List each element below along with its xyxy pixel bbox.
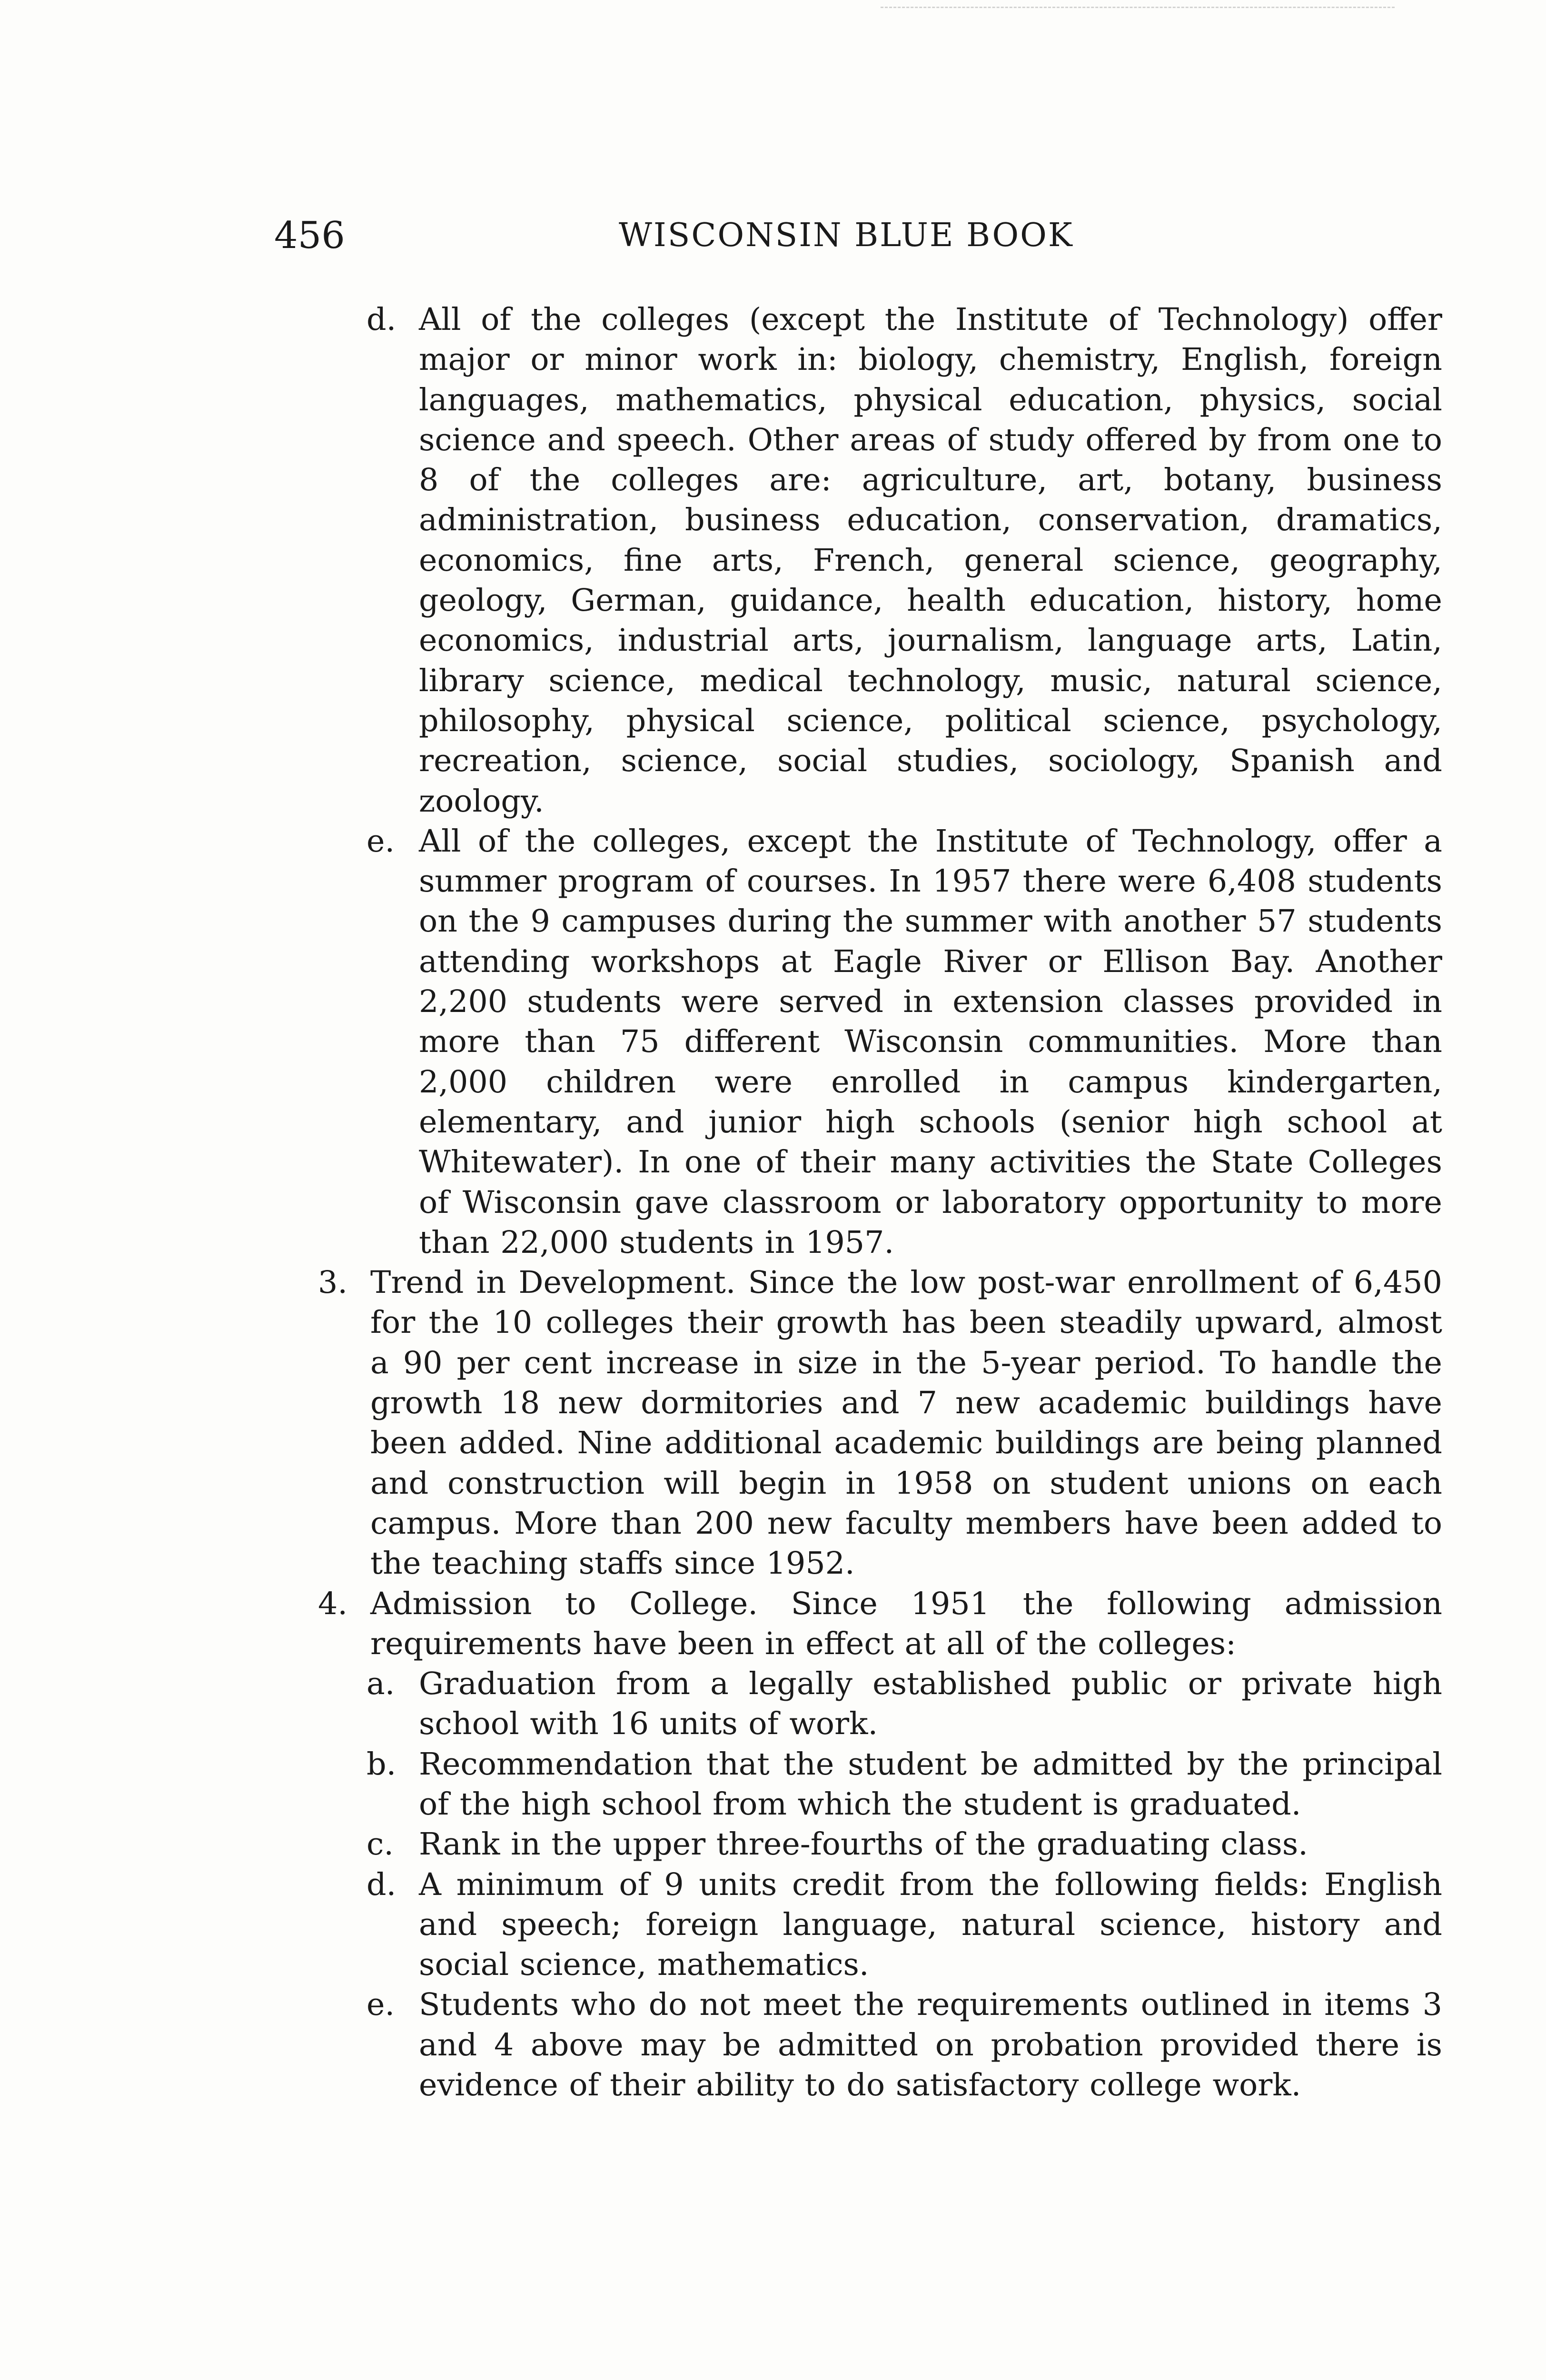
list-item-text: Students who do not meet the requirements outlined in items 3 and 4 above may be admitted on probation provided there is evidence of their ability to do satisfactory college work. (419, 1987, 1442, 2103)
page-header (0, 212, 1546, 259)
list-item-3-trend (318, 1263, 1442, 1584)
list-item-e-probation (367, 1985, 1442, 2105)
page-number: 456 (274, 214, 345, 257)
list-item-text: Rank in the upper three-fourths of the graduating class. (419, 1826, 1308, 1863)
list-item-a-graduation (367, 1664, 1442, 1745)
list-item-text: All of the colleges, except the Institute of Technology, offer a summer program of courses. In 1957 there were 6,408 students on the 9 campuses during the summer with another 57 students attending workshops at Eagle River or Ellison Bay. Another 2,200 students were served in extension classes provided in more than 75 different Wisconsin communities. More than 2,000 children were enrolled in campus kindergarten, elementary, and junior high schools (senior high school at Whitewater). In one of their many activities the State Colleges of Wisconsin gave classroom or laboratory opportunity to more than 22,000 students in 1957. (419, 823, 1442, 1260)
list-item-text: All of the colleges (except the Institute of Technology) offer major or minor work in: biology, chemistry, English, foreign languages, mathematics, physical education, physics, social science and speech. Other areas of study offered by from one to 8 of the colleges are: agriculture, art, botany, business administration, business education, conservation, dramatics, economics, fine arts, French, general science, geography, geology, German, guidance, health education, history, home economics, industrial arts, journalism, language arts, Latin, library science, medical technology, music, natural science, philosophy, physical science, political science, psychology, recreation, science, social studies, sociology, Spanish and zoology. (419, 302, 1442, 819)
list-item-e-summer-program (367, 822, 1442, 1263)
list-marker: c. (367, 1826, 394, 1863)
list-marker: d. (367, 1866, 396, 1903)
scan-artifact-top (881, 7, 1395, 13)
list-item-text: Trend in Development. Since the low post-war enrollment of 6,450 for the 10 colleges their growth has been steadily upward, almost a 90 per cent increase in size in the 5-year period. To handle the growth 18 new dormitories and 7 new academic buildings have been added. Nine additional academic buildings are being planned and construction will begin in 1958 on student unions on each campus. More than 200 new faculty members have been added to the teaching staffs since 1952. (370, 1265, 1442, 1582)
list-item-4-admission (318, 1584, 1442, 1665)
list-marker: a. (367, 1666, 395, 1702)
list-item-b-recommendation (367, 1745, 1442, 1825)
list-marker: e. (367, 1987, 395, 2023)
list-marker: b. (367, 1746, 396, 1782)
page-body (0, 300, 1546, 2105)
list-marker: e. (367, 823, 395, 859)
list-marker: d. (367, 302, 396, 337)
list-marker: 3. (318, 1265, 348, 1301)
list-item-text: Recommendation that the student be admitted by the principal of the high school from which the student is graduated. (419, 1746, 1442, 1822)
list-item-c-rank (367, 1825, 1442, 1864)
list-marker: 4. (318, 1586, 348, 1622)
list-item-d-majors (367, 300, 1442, 822)
list-item-text: A minimum of 9 units credit from the following fields: English and speech; foreign language, natural science, history and social science, mathematics. (419, 1866, 1442, 1983)
list-item-d-units-credit (367, 1865, 1442, 1985)
list-item-text: Admission to College. Since 1951 the following admission requirements have been in effect at all of the colleges: (370, 1586, 1442, 1662)
list-item-text: Graduation from a legally established public or private high school with 16 units of work. (419, 1666, 1442, 1742)
running-title: WISCONSIN BLUE BOOK (619, 217, 1074, 254)
